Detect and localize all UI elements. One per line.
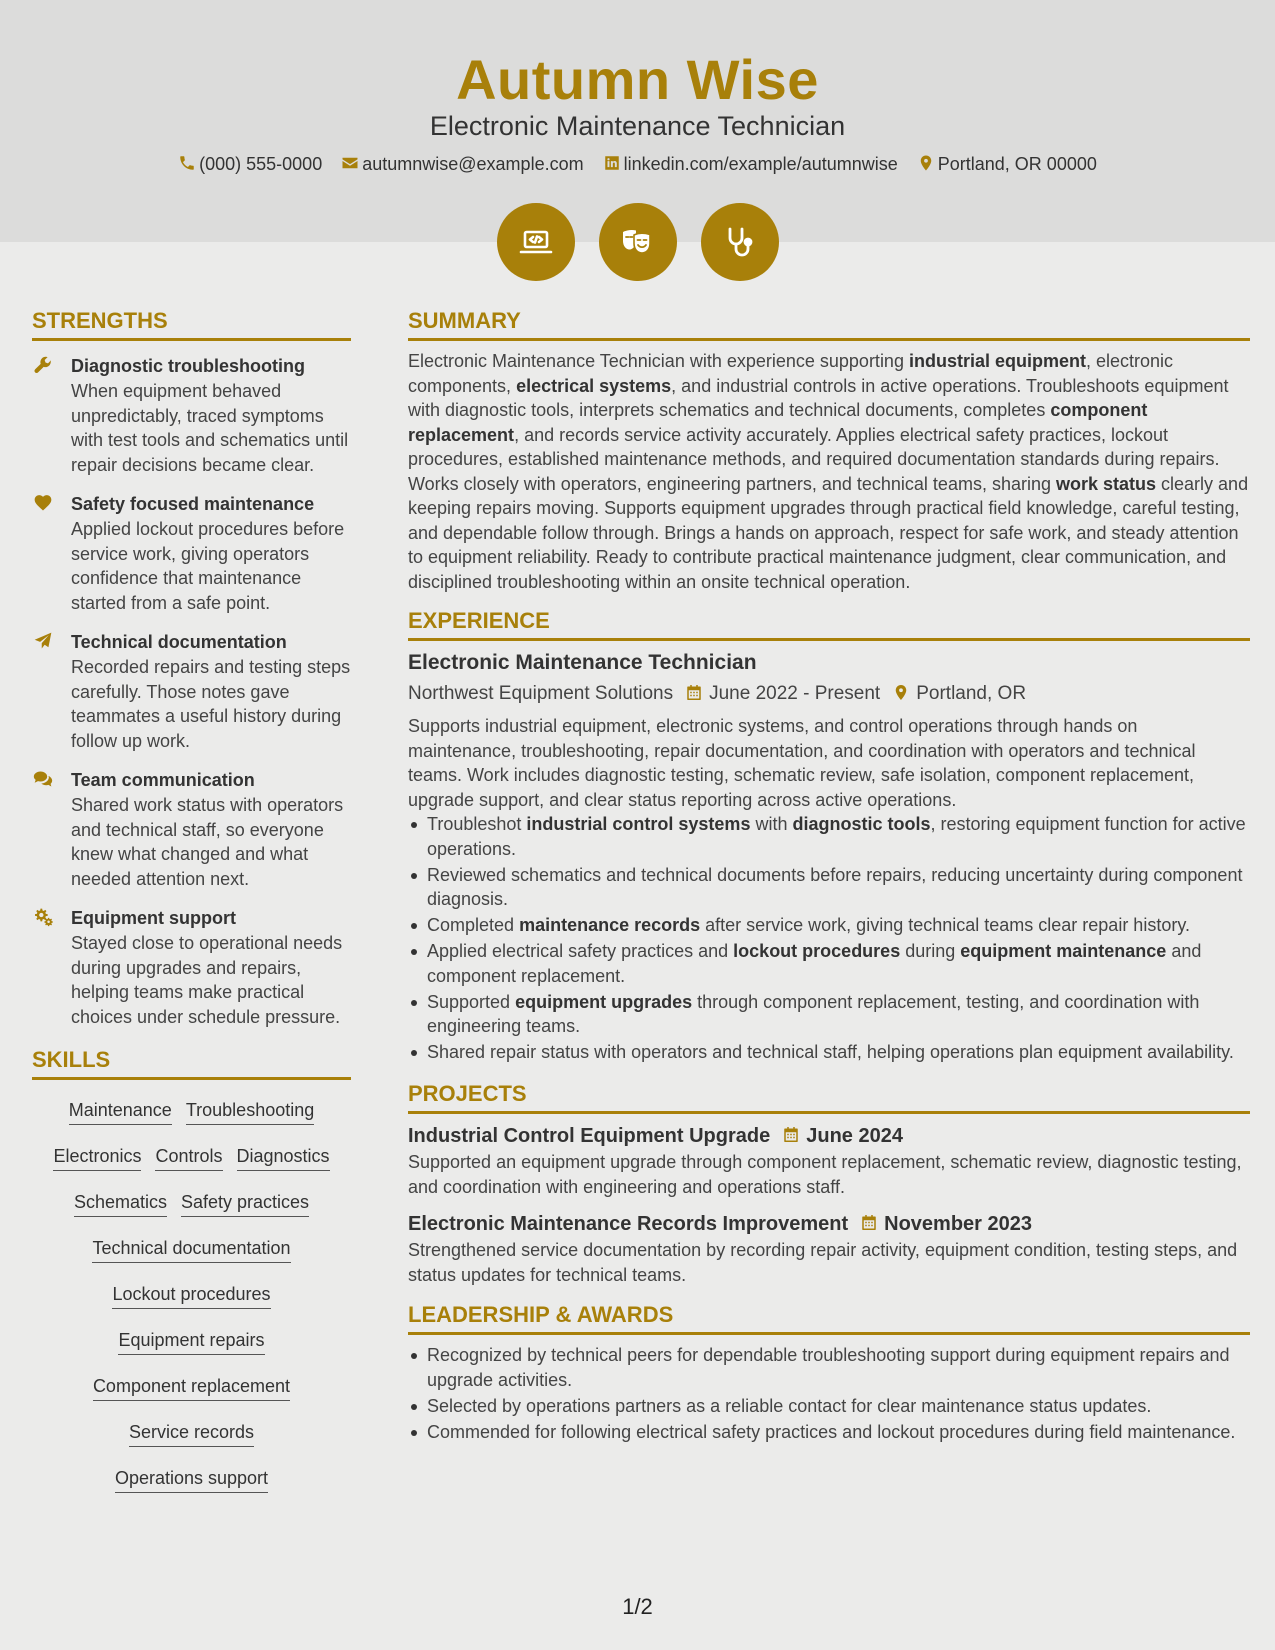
experience-heading: EXPERIENCE [408,606,1250,641]
leadership-item: Selected by operations partners as a reliable contact for clear maintenance status updates. [408,1394,1250,1419]
laptop-code-icon [497,203,575,281]
emphasis: work status [1056,473,1157,494]
job-title: Electronic Maintenance Technician [408,651,757,674]
interest-icons [0,203,1275,281]
project-entry [408,1210,1250,1287]
skill-tag: Safety practices [181,1190,309,1217]
strength-title: Team communication [71,770,255,790]
job-bullet: Troubleshot industrial control systems with diagnostic tools, restoring equipment function for active operations. [408,812,1250,861]
skill-tag: Electronics [53,1144,141,1171]
emphasis: electrical systems [516,375,672,396]
emphasis: lockout procedures [733,941,901,961]
job-bullet: Shared repair status with operators and technical staff, helping operations plan equipment availability. [408,1040,1250,1065]
skill-tag: Component replacement [93,1374,290,1401]
job-dates: June 2022 - Present [709,683,881,704]
heart-icon [32,493,54,513]
project-title-row [408,1122,1250,1150]
contact-phone [178,151,322,177]
right-column [408,306,1250,1446]
page-number: 1/2 [622,1594,653,1619]
linkedin-icon [603,154,621,172]
job-meta [408,680,1250,708]
skills-heading: SKILLS [32,1045,351,1080]
emphasis: diagnostic tools [792,814,931,834]
job-bullet: Reviewed schematics and technical documents before repairs, reducing uncertainty during component diagnosis. [408,863,1250,912]
calendar-icon [860,1213,878,1232]
job-company: Northwest Equipment Solutions [408,683,674,704]
project-title: Industrial Control Equipment Upgrade [408,1125,771,1147]
gears-icon [32,907,54,927]
stethoscope-icon [701,203,779,281]
skill-tag: Service records [129,1420,254,1447]
leadership-heading: LEADERSHIP & AWARDS [408,1300,1250,1335]
skill-tag: Maintenance [69,1098,172,1125]
candidate-title: Electronic Maintenance Technician [429,111,846,141]
contact-location [917,151,1097,177]
strength-description: Recorded repairs and testing steps carefully. Those notes gave teammates a useful history during follow up work. [71,657,351,751]
envelope-icon [341,154,359,172]
strength-item [32,629,351,753]
phone-icon [178,154,196,172]
leadership-item: Commended for following electrical safety practices and lockout procedures during field maintenance. [408,1420,1250,1445]
skill-tag: Lockout procedures [112,1282,270,1309]
project-title: Electronic Maintenance Records Improvement [408,1213,849,1235]
strength-item [32,905,351,1029]
strength-item [32,767,351,891]
projects-heading: PROJECTS [408,1079,1250,1114]
emphasis: maintenance records [519,915,701,935]
job-bullets [408,812,1250,1065]
calendar-icon [782,1125,800,1144]
strength-title: Equipment support [71,908,236,928]
skill-tag: Controls [155,1144,222,1171]
job-description: Supports industrial equipment, electronic systems, and control operations through hands on maintenance, troubleshooting, repair documentation, and coordination with operators and technical teams. Work includes diagnostic testing, schematic review, safe isolation, component replacement, upgrade support, and clear status reporting across active operations. [408,716,1196,810]
paper-plane-icon [32,631,54,651]
job-bullet: Supported equipment upgrades through component replacement, testing, and coordination with engineering teams. [408,990,1250,1039]
emphasis: component replacement [408,400,1148,445]
masks-theater-icon [599,203,677,281]
email-text[interactable]: autumnwise@example.com [362,154,584,174]
project-title-row [408,1210,1250,1238]
calendar-icon [685,683,703,702]
linkedin-text[interactable]: linkedin.com/example/autumnwise [623,154,898,174]
candidate-name: Autumn Wise [456,48,819,111]
summary-heading: SUMMARY [408,306,1250,341]
leadership-item: Recognized by technical peers for dependable troubleshooting support during equipment repairs and upgrade activities. [408,1343,1250,1392]
job-bullet: Applied electrical safety practices and lockout procedures during equipment maintenance and component replacement. [408,939,1250,988]
strength-description: Applied lockout procedures before service work, giving operators confidence that maintenance started from a safe point. [71,519,345,613]
skill-tag: Operations support [115,1466,268,1493]
strength-title: Technical documentation [71,632,287,652]
project-entry [408,1122,1250,1199]
job-entry [408,649,1250,1065]
leadership-list [408,1343,1250,1444]
map-pin-icon [892,683,910,702]
emphasis: industrial control systems [526,814,751,834]
project-date: June 2024 [806,1125,903,1147]
contact-bar [0,151,1275,177]
map-pin-icon [917,154,935,172]
emphasis: industrial equipment [908,351,1086,371]
comments-icon [32,769,54,789]
emphasis: equipment maintenance [960,941,1167,961]
strength-description: Stayed close to operational needs during upgrades and repairs, helping teams make practical choices under schedule pressure. [71,933,343,1027]
strength-item [32,491,351,615]
job-bullet: Completed maintenance records after service work, giving technical teams clear repair history. [408,913,1250,938]
skill-tag: Diagnostics [237,1144,330,1171]
summary-text: Electronic Maintenance Technician with experience supporting industrial equipment, electronic components, electrical systems, and industrial controls in active operations. Troubleshoots equipment with diagnostic tools, interprets schematics and technical documents, completes component replacement, and records service activity accurately. Applies electrical safety practices, lockout procedures, established maintenance methods, and required documentation standards during repairs. Works closely with operators, engineering partners, and technical teams, sharing work status clearly and keeping repairs moving. Supports equipment upgrades through practical field knowledge, careful testing, and dependable follow through. Brings a hands on approach, respect for safe work, and steady attention to equipment reliability. Ready to contribute practical maintenance judgment, clear communication, and disciplined troubleshooting within an onsite technical operation. [408,351,1249,592]
contact-linkedin[interactable] [603,151,898,177]
skill-tag: Equipment repairs [118,1328,264,1355]
header-band [0,0,1275,242]
contact-email[interactable] [341,151,583,177]
location-text: Portland, OR 00000 [937,154,1097,174]
strength-title: Diagnostic troubleshooting [71,356,305,376]
strength-item [32,353,351,477]
phone-text: (000) 555-0000 [199,154,323,174]
left-column [32,306,351,1512]
strength-description: When equipment behaved unpredictably, traced symptoms with test tools and schematics until repair decisions became clear. [71,381,349,475]
strength-description: Shared work status with operators and technical staff, so everyone knew what changed and what needed attention next. [71,795,344,889]
strengths-list [32,353,351,1029]
skill-tag: Troubleshooting [186,1098,314,1125]
strengths-heading: STRENGTHS [32,306,351,341]
emphasis: equipment upgrades [515,991,693,1012]
job-location: Portland, OR [916,683,1027,704]
project-date: November 2023 [884,1213,1033,1235]
project-description: Supported an equipment upgrade through component replacement, schematic review, diagnostic testing, and coordination with engineering and operations staff. [408,1152,1242,1197]
project-description: Strengthened service documentation by recording repair activity, equipment condition, testing steps, and status updates for technical teams. [408,1240,1238,1285]
strength-title: Safety focused maintenance [71,494,315,514]
wrench-icon [32,355,54,375]
skills-list [32,1092,351,1493]
skill-tag: Schematics [74,1190,167,1217]
skill-tag: Technical documentation [92,1236,290,1263]
